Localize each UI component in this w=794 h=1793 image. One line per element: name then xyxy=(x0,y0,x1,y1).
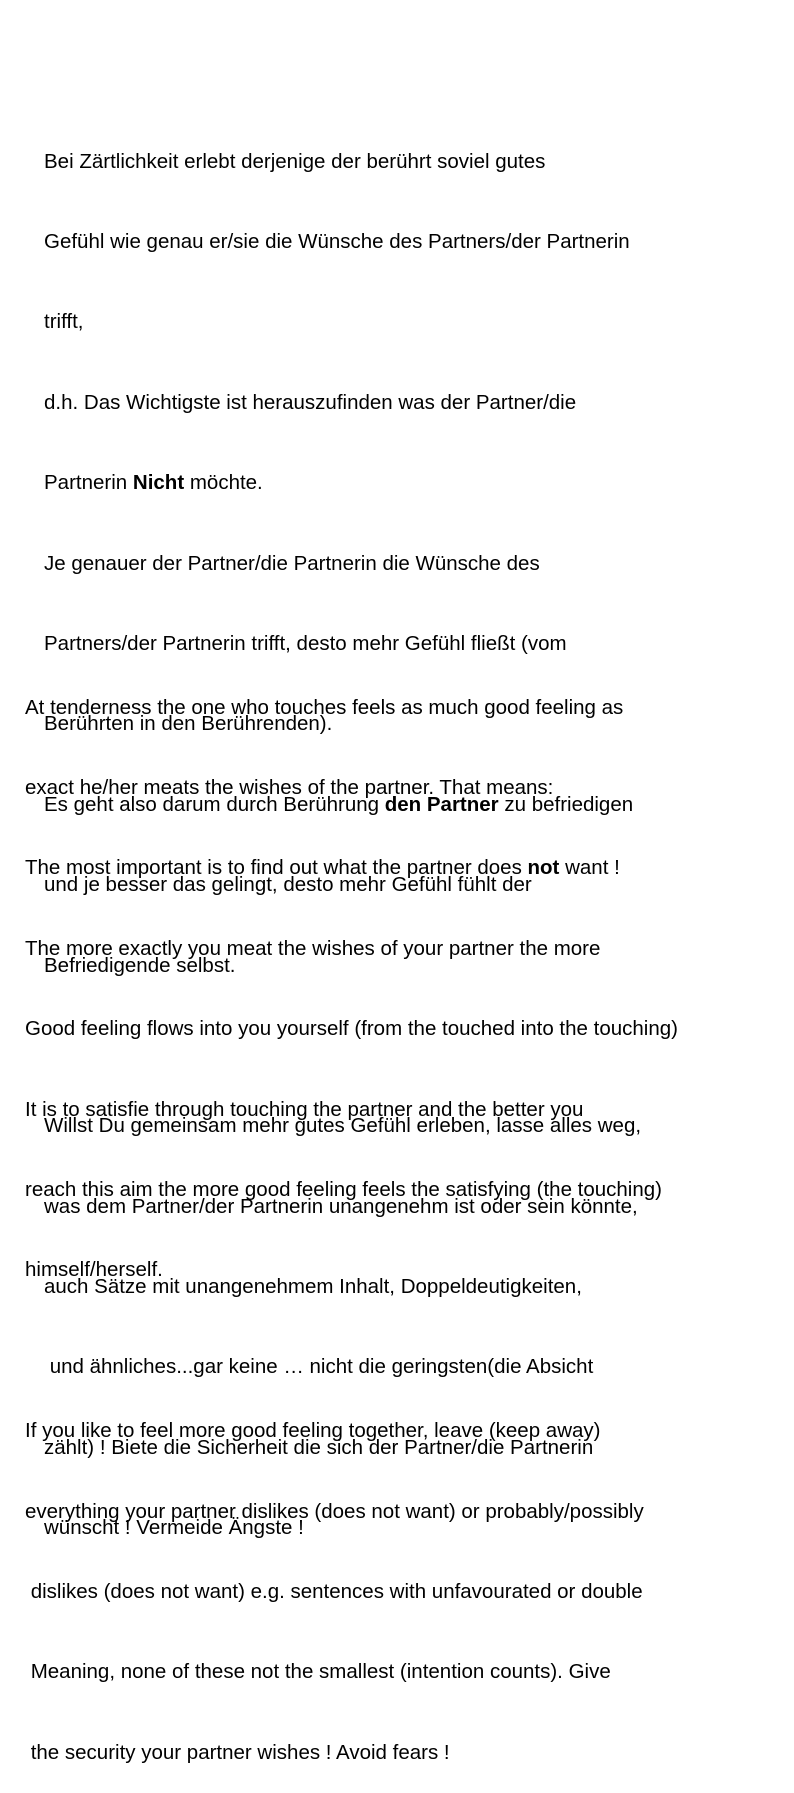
text-line: zählt) ! Biete die Sicherheit die sich der Partner/die Partnerin xyxy=(44,1435,594,1459)
text-line: Partnerin Nicht möchte. xyxy=(44,471,263,495)
text-line: wünscht ! Vermeide Ängste ! xyxy=(44,1516,304,1540)
emphasis-text: Nicht xyxy=(132,471,185,495)
emphasis-text: not xyxy=(527,856,560,880)
text-line: reach this aim the more good feeling feels the satisfying (the touching) xyxy=(25,1177,662,1201)
text-line: dislikes (does not want) e.g. sentences with unfavourated or double xyxy=(25,1579,643,1603)
text-line: und ähnliches...gar keine … nicht die geringsten(die Absicht xyxy=(44,1355,594,1379)
text-line: Meaning, none of these not the smallest (intention counts). Give xyxy=(25,1660,611,1684)
text-line: d.h. Das Wichtigste ist herauszufinden was der Partner/die xyxy=(44,390,577,414)
text-line: Partners/der Partnerin trifft, desto mehr Gefühl fließt (vom xyxy=(44,631,567,655)
text-line: At tenderness the one who touches feels as much good feeling as xyxy=(25,695,624,719)
text-line: The most important is to find out what the partner does not want ! xyxy=(25,856,620,880)
text-line: Je genauer der Partner/die Partnerin die Wünsche des xyxy=(44,551,540,575)
text-line: the security your partner wishes ! Avoid fears ! xyxy=(25,1740,450,1764)
text-line: trifft, xyxy=(44,310,84,334)
text-line: Bei Zärtlichkeit erlebt derjenige der berührt soviel gutes xyxy=(44,149,546,173)
text-line: was dem Partner/der Partnerin unangenehm ist oder sein könnte, xyxy=(44,1194,638,1218)
text-line: If you like to feel more good feeling together, leave (keep away) xyxy=(25,1419,601,1443)
text-line: everything your partner dislikes (does not want) or probably/possibly xyxy=(25,1499,644,1523)
text-line: It is to satisfie through touching the partner and the better you xyxy=(25,1097,584,1121)
text-line: Willst Du gemeinsam mehr gutes Gefühl erleben, lasse alles weg, xyxy=(44,1114,642,1138)
text-line: Es geht also darum durch Berührung den Partner zu befriedigen xyxy=(44,792,634,816)
text-line: Gefühl wie genau er/sie die Wünsche des Partners/der Partnerin xyxy=(44,229,630,253)
text-line: Berührten in den Berührenden). xyxy=(44,712,333,736)
emphasis-text: den Partner xyxy=(384,792,499,816)
paragraph-gap xyxy=(25,1338,678,1365)
text-line: The more exactly you meat the wishes of your partner the more xyxy=(25,936,601,960)
text-line: exact he/her meats the wishes of the partner. That means: xyxy=(25,775,554,799)
english-paragraphs xyxy=(25,641,678,1793)
text-line: und je besser das gelingt, desto mehr Gefühl fühlt der xyxy=(44,873,532,897)
text-line: Befriedigende selbst. xyxy=(44,953,236,977)
text-line: himself/herself. xyxy=(25,1258,163,1282)
text-line: auch Sätze mit unangenehmem Inhalt, Doppeldeutigkeiten, xyxy=(44,1275,582,1299)
text-line: Good feeling flows into you yourself (from the touched into the touching) xyxy=(25,1017,678,1041)
